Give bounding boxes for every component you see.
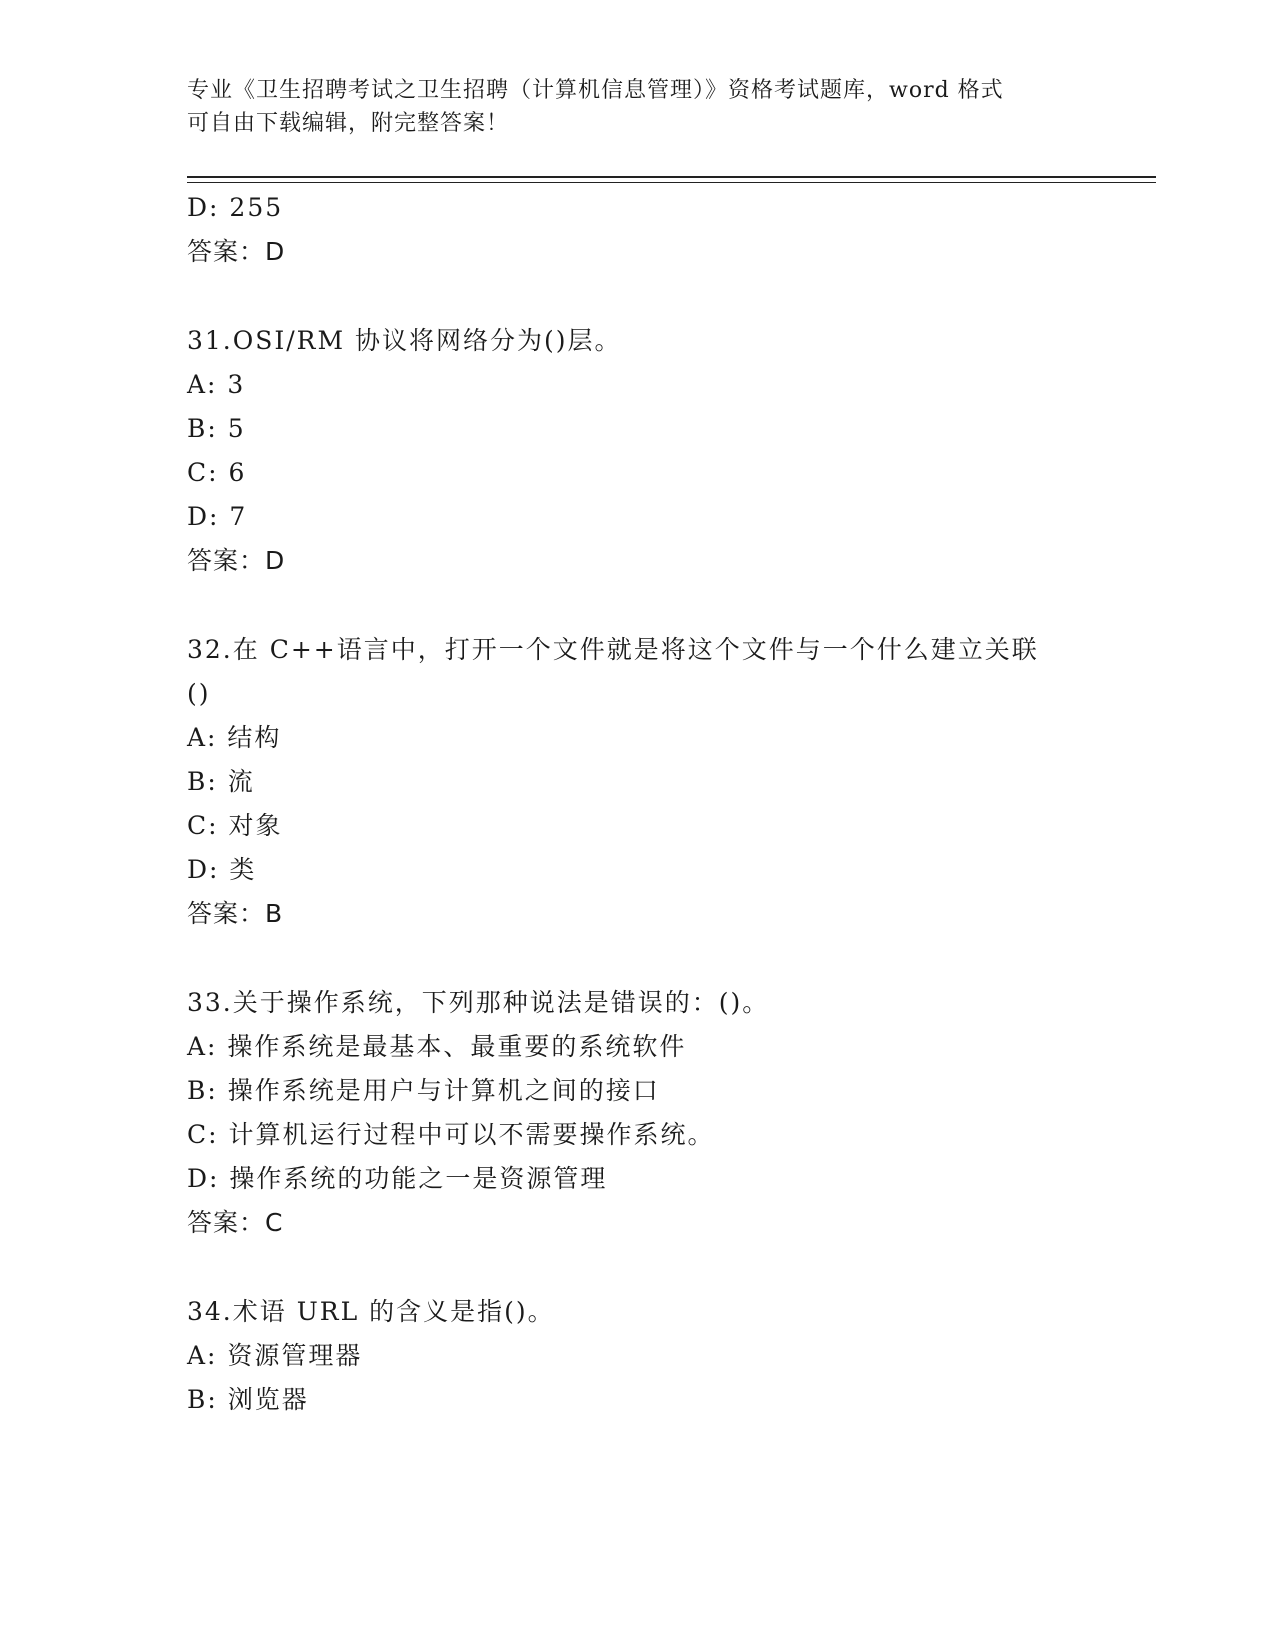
q31-option-d: D: 7	[187, 502, 248, 531]
q34-option-a: A: 资源管理器	[187, 1341, 363, 1370]
q31-option-c: C: 6	[187, 458, 247, 487]
q33-question: 33.关于操作系统，下列那种说法是错误的：()。	[187, 988, 770, 1017]
q34-question: 34.术语 URL 的含义是指()。	[187, 1297, 555, 1326]
q33-option-c: C: 计算机运行过程中可以不需要操作系统。	[187, 1120, 715, 1149]
q32-option-a: A: 结构	[187, 723, 282, 752]
q33-option-a: A: 操作系统是最基本、最重要的系统软件	[187, 1032, 687, 1061]
q32-option-c: C: 对象	[187, 811, 283, 840]
q31-answer: 答案：D	[187, 546, 286, 575]
q34-option-b: B: 浏览器	[187, 1385, 309, 1414]
header-rule-thin	[187, 182, 1156, 183]
q31-option-a: A: 3	[187, 370, 246, 399]
document-header	[187, 74, 1087, 140]
header-line-1: 专业《卫生招聘考试之卫生招聘（计算机信息管理）》资格考试题库，word 格式	[187, 78, 1004, 103]
q31-question: 31.OSI/RM 协议将网络分为()层。	[187, 326, 622, 355]
q32-option-b: B: 流	[187, 767, 255, 796]
q32-answer: 答案：B	[187, 899, 284, 928]
q32-option-d: D: 类	[187, 855, 257, 884]
header-rule-thick	[187, 176, 1156, 178]
q32-question-line-1: 32.在 C++语言中，打开一个文件就是将这个文件与一个什么建立关联	[187, 635, 1039, 664]
q32-question-line-2: ()	[187, 679, 211, 708]
q33-option-b: B: 操作系统是用户与计算机之间的接口	[187, 1076, 660, 1105]
prev-option-d: D: 255	[187, 193, 284, 222]
q31-option-b: B: 5	[187, 414, 246, 443]
q33-answer: 答案：C	[187, 1208, 284, 1237]
q33-option-d: D: 操作系统的功能之一是资源管理	[187, 1164, 608, 1193]
prev-answer: 答案：D	[187, 237, 286, 266]
header-line-2: 可自由下载编辑，附完整答案！	[187, 111, 510, 136]
